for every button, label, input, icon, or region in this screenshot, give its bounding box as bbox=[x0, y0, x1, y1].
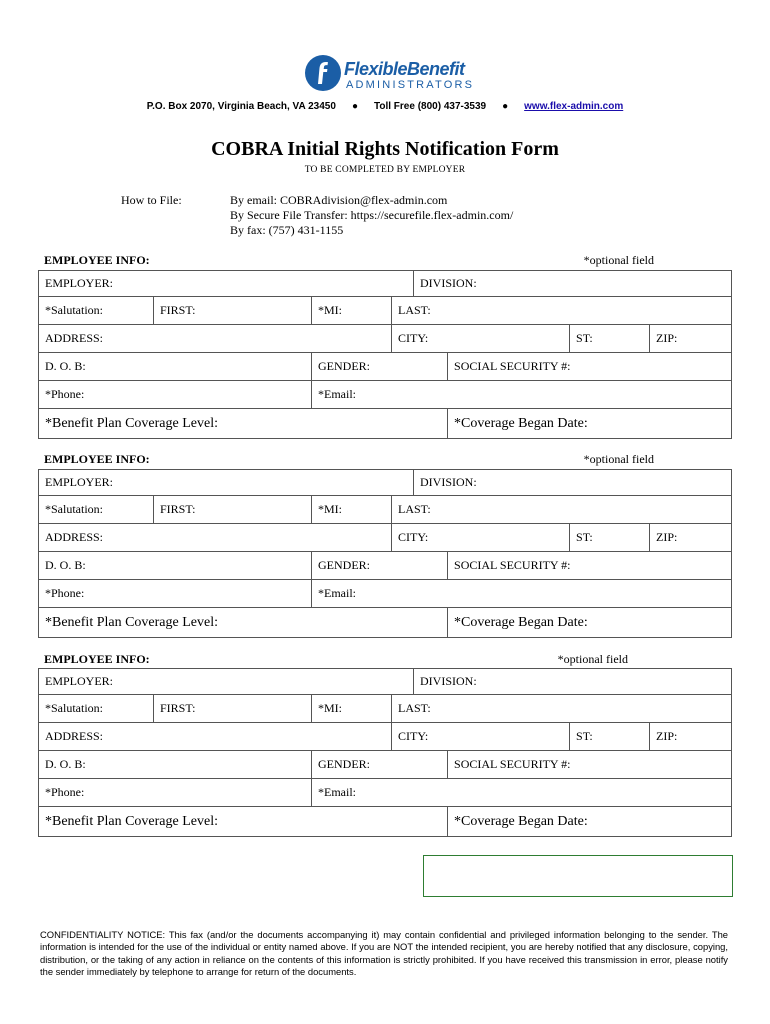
benefit-plan-label: *Benefit Plan Coverage Level: bbox=[45, 813, 218, 829]
last-name-label: LAST: bbox=[398, 303, 431, 317]
state-field[interactable] bbox=[570, 524, 650, 552]
last-name-field[interactable] bbox=[392, 695, 732, 723]
coverage-began-field[interactable] bbox=[448, 409, 732, 439]
address-field[interactable] bbox=[39, 325, 392, 353]
separator-dot: ● bbox=[502, 101, 509, 112]
first-name-label: FIRST: bbox=[160, 303, 196, 317]
employer-field[interactable] bbox=[39, 470, 414, 496]
benefit-plan-field[interactable] bbox=[39, 409, 448, 439]
zip-field[interactable] bbox=[650, 325, 732, 353]
optional-field-note: *optional field bbox=[557, 652, 628, 666]
ssn-label: SOCIAL SECURITY #: bbox=[454, 558, 571, 572]
dob-label: D. O. B: bbox=[45, 558, 86, 572]
address-label: ADDRESS: bbox=[45, 530, 104, 544]
ssn-label: SOCIAL SECURITY #: bbox=[454, 359, 571, 373]
optional-field-note: *optional field bbox=[583, 452, 654, 466]
gender-label: GENDER: bbox=[318, 558, 370, 572]
city-label: CITY: bbox=[398, 331, 429, 345]
phone-field[interactable] bbox=[39, 381, 312, 409]
coverage-began-field[interactable] bbox=[448, 807, 732, 837]
coverage-began-label: *Coverage Began Date: bbox=[454, 813, 588, 829]
division-label: DIVISION: bbox=[420, 276, 477, 290]
dob-label: D. O. B: bbox=[45, 359, 86, 373]
first-name-field[interactable] bbox=[154, 297, 312, 325]
gender-field[interactable] bbox=[312, 751, 448, 779]
state-label: ST: bbox=[576, 530, 593, 544]
address-field[interactable] bbox=[39, 524, 392, 552]
zip-label: ZIP: bbox=[656, 331, 678, 345]
salutation-label: *Salutation: bbox=[45, 701, 103, 715]
address-label: ADDRESS: bbox=[45, 729, 104, 743]
middle-initial-field[interactable] bbox=[312, 297, 392, 325]
middle-initial-label: *MI: bbox=[318, 701, 342, 715]
zip-label: ZIP: bbox=[656, 729, 678, 743]
salutation-field[interactable] bbox=[39, 695, 154, 723]
middle-initial-field[interactable] bbox=[312, 695, 392, 723]
last-name-label: LAST: bbox=[398, 502, 431, 516]
form-title: COBRA Initial Rights Notification Form bbox=[211, 138, 559, 160]
optional-field-note: *optional field bbox=[583, 253, 654, 267]
logo-wordmark: FlexibleBenefit bbox=[344, 59, 465, 79]
first-name-field[interactable] bbox=[154, 496, 312, 524]
benefit-plan-field[interactable] bbox=[39, 608, 448, 638]
coverage-began-label: *Coverage Began Date: bbox=[454, 415, 588, 431]
middle-initial-field[interactable] bbox=[312, 496, 392, 524]
state-label: ST: bbox=[576, 729, 593, 743]
phone-field[interactable] bbox=[39, 580, 312, 608]
email-label: *Email: bbox=[318, 586, 356, 600]
ssn-field[interactable] bbox=[448, 552, 732, 580]
confidentiality-notice: CONFIDENTIALITY NOTICE: This fax (and/or the documents accompanying it) may contain confidential and privileged information belonging to the sender. The information is intended for the use of the individual or entity named above. If you are NOT the intended recipient, you are hereby notified that any disclosure, copying, distribution, or the taking of any action in reliance on the contents of this information is strictly prohibited. If you have received this transmission in error, please notify the sender immediately by telephone to arrange for return of the documents. bbox=[40, 929, 728, 977]
employee-info-table bbox=[38, 469, 732, 638]
employer-label: EMPLOYER: bbox=[45, 674, 114, 688]
company-logo bbox=[300, 52, 475, 102]
city-label: CITY: bbox=[398, 530, 429, 544]
city-label: CITY: bbox=[398, 729, 429, 743]
toll-free-phone: Toll Free (800) 437-3539 bbox=[373, 101, 487, 112]
phone-field[interactable] bbox=[39, 779, 312, 807]
employee-info-heading: EMPLOYEE INFO: bbox=[44, 652, 150, 666]
employee-info-heading: EMPLOYEE INFO: bbox=[44, 452, 150, 466]
division-label: DIVISION: bbox=[420, 674, 477, 688]
division-field[interactable] bbox=[414, 669, 732, 695]
ssn-field[interactable] bbox=[448, 751, 732, 779]
state-label: ST: bbox=[576, 331, 593, 345]
employee-info-heading: EMPLOYEE INFO: bbox=[44, 253, 150, 267]
state-field[interactable] bbox=[570, 723, 650, 751]
benefit-plan-label: *Benefit Plan Coverage Level: bbox=[45, 415, 218, 431]
dob-field[interactable] bbox=[39, 353, 312, 381]
logo-f-mark-icon bbox=[304, 54, 342, 92]
division-field[interactable] bbox=[414, 271, 732, 297]
employee-info-table bbox=[38, 668, 732, 837]
phone-label: *Phone: bbox=[45, 387, 85, 401]
gender-field[interactable] bbox=[312, 353, 448, 381]
middle-initial-label: *MI: bbox=[318, 502, 342, 516]
dob-field[interactable] bbox=[39, 552, 312, 580]
first-name-label: FIRST: bbox=[160, 502, 196, 516]
phone-label: *Phone: bbox=[45, 586, 85, 600]
city-field[interactable] bbox=[392, 723, 570, 751]
email-field[interactable] bbox=[312, 580, 732, 608]
salutation-field[interactable] bbox=[39, 496, 154, 524]
last-name-field[interactable] bbox=[392, 496, 732, 524]
salutation-label: *Salutation: bbox=[45, 303, 103, 317]
office-use-box[interactable] bbox=[423, 855, 733, 897]
salutation-field[interactable] bbox=[39, 297, 154, 325]
address-label: ADDRESS: bbox=[45, 331, 104, 345]
division-label: DIVISION: bbox=[420, 475, 477, 489]
email-field[interactable] bbox=[312, 381, 732, 409]
city-field[interactable] bbox=[392, 524, 570, 552]
zip-label: ZIP: bbox=[656, 530, 678, 544]
gender-label: GENDER: bbox=[318, 359, 370, 373]
email-label: *Email: bbox=[318, 785, 356, 799]
ssn-field[interactable] bbox=[448, 353, 732, 381]
middle-initial-label: *MI: bbox=[318, 303, 342, 317]
coverage-began-label: *Coverage Began Date: bbox=[454, 614, 588, 630]
last-name-field[interactable] bbox=[392, 297, 732, 325]
phone-label: *Phone: bbox=[45, 785, 85, 799]
state-field[interactable] bbox=[570, 325, 650, 353]
file-by-email: By email: COBRAdivision@flex-admin.com bbox=[230, 193, 448, 207]
form-subtitle: TO BE COMPLETED BY EMPLOYER bbox=[304, 165, 466, 175]
salutation-label: *Salutation: bbox=[45, 502, 103, 516]
file-by-fax: By fax: (757) 431-1155 bbox=[230, 223, 344, 237]
mailing-address: P.O. Box 2070, Virginia Beach, VA 23450 bbox=[146, 101, 336, 112]
address-field[interactable] bbox=[39, 723, 392, 751]
employer-field[interactable] bbox=[39, 271, 414, 297]
logo-subtitle: ADMINISTRATORS bbox=[346, 79, 475, 91]
how-to-file-label: How to File: bbox=[121, 193, 182, 207]
first-name-field[interactable] bbox=[154, 695, 312, 723]
coverage-began-field[interactable] bbox=[448, 608, 732, 638]
dob-label: D. O. B: bbox=[45, 757, 86, 771]
employee-info-table bbox=[38, 270, 732, 439]
dob-field[interactable] bbox=[39, 751, 312, 779]
employer-label: EMPLOYER: bbox=[45, 276, 114, 290]
separator-dot: ● bbox=[351, 101, 358, 112]
contact-line bbox=[0, 101, 770, 112]
file-by-secure-transfer: By Secure File Transfer: https://securefile.flex-admin.com/ bbox=[230, 208, 514, 222]
last-name-label: LAST: bbox=[398, 701, 431, 715]
city-field[interactable] bbox=[392, 325, 570, 353]
zip-field[interactable] bbox=[650, 524, 732, 552]
gender-label: GENDER: bbox=[318, 757, 370, 771]
website-link[interactable]: www.flex-admin.com bbox=[524, 101, 624, 112]
ssn-label: SOCIAL SECURITY #: bbox=[454, 757, 571, 771]
gender-field[interactable] bbox=[312, 552, 448, 580]
first-name-label: FIRST: bbox=[160, 701, 196, 715]
email-field[interactable] bbox=[312, 779, 732, 807]
zip-field[interactable] bbox=[650, 723, 732, 751]
benefit-plan-label: *Benefit Plan Coverage Level: bbox=[45, 614, 218, 630]
employer-label: EMPLOYER: bbox=[45, 475, 114, 489]
benefit-plan-field[interactable] bbox=[39, 807, 448, 837]
employer-field[interactable] bbox=[39, 669, 414, 695]
division-field[interactable] bbox=[414, 470, 732, 496]
email-label: *Email: bbox=[318, 387, 356, 401]
